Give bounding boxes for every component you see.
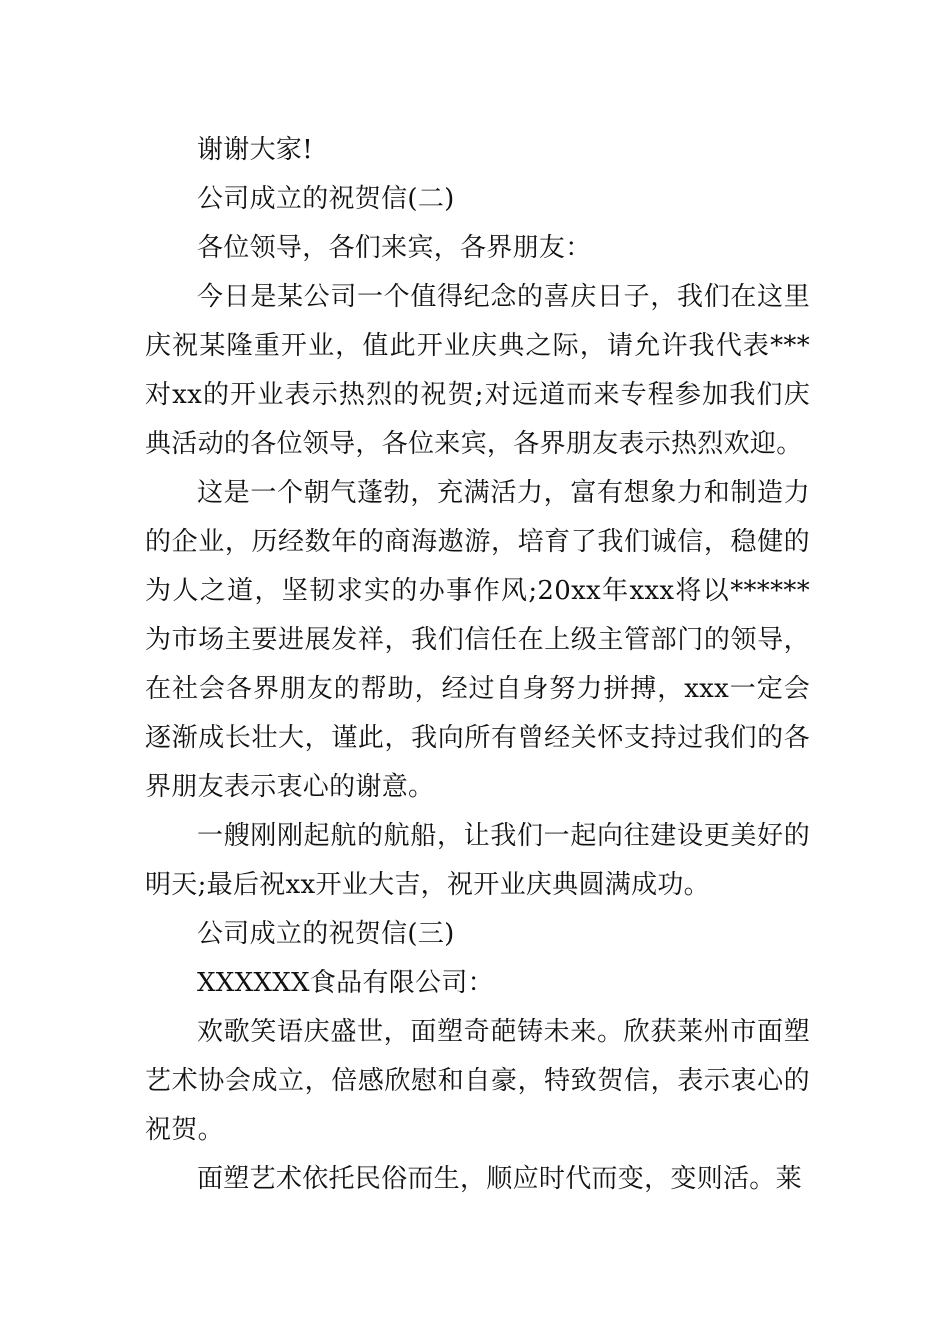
- section-heading-2: 公司成立的祝贺信(二): [197, 184, 455, 214]
- body-paragraph-4: 欢歌笑语庆盛世，面塑奇葩铸未来。欣获莱州市面塑艺术协会成立，倍感欣慰和自豪，特致贺信，表示衷心的祝贺。: [145, 1017, 810, 1145]
- document-body: [145, 126, 810, 1204]
- section-heading-3: 公司成立的祝贺信(三): [197, 919, 455, 949]
- closing-thanks: 谢谢大家!: [197, 135, 313, 165]
- salutation: 各位领导，各们来宾，各界朋友：: [197, 233, 592, 263]
- body-paragraph-3: 一艘刚刚起航的航船，让我们一起向往建设更美好的明天;最后祝xx开业大吉，祝开业庆典圆满成功。: [145, 821, 810, 900]
- body-paragraph-5: 面塑艺术依托民俗而生，顺应时代而变，变则活。莱: [197, 1164, 802, 1194]
- body-paragraph-2: 这是一个朝气蓬勃，充满活力，富有想象力和制造力的企业，历经数年的商海遨游，培育了我们诚信，稳健的为人之道，坚韧求实的办事作风;20xx年xxx将以******为市场主要进展发祥，我们信任在上级主管部门的领导，在社会各界朋友的帮助，经过自身努力拼搏，xxx一定会逐渐成长壮大，谨此，我向所有曾经关怀支持过我们的各界朋友表示衷心的谢意。: [145, 478, 810, 802]
- recipient-line: XXXXXX食品有限公司：: [197, 968, 494, 998]
- body-paragraph-1: 今日是某公司一个值得纪念的喜庆日子，我们在这里庆祝某隆重开业，值此开业庆典之际，请允许我代表***对xx的开业表示热烈的祝贺;对远道而来专程参加我们庆典活动的各位领导，各位来宾，各界朋友表示热烈欢迎。: [145, 282, 810, 459]
